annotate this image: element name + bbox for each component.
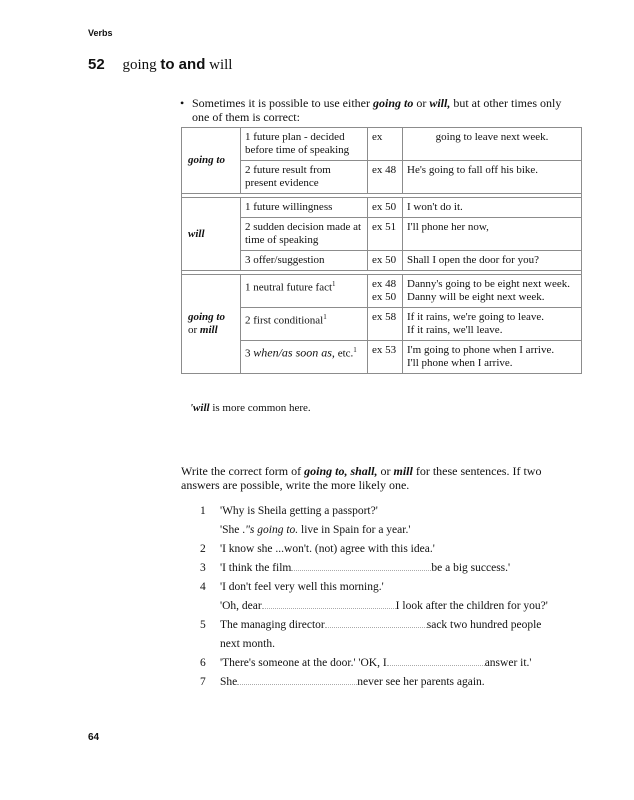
- exercise-items: [200, 502, 580, 692]
- use-cell: 3 when/as soon as, etc.$^1$: [241, 341, 368, 374]
- example-sentence: If it rains, we're going to leave. If it rains, we'll leave.: [403, 308, 582, 341]
- exercise-item: 7 She never see her parents again.: [200, 673, 580, 692]
- table-row: [182, 308, 582, 341]
- example-sentence: I'm going to phone when I arrive. I'll phone when I arrive.: [403, 341, 582, 374]
- answer-blank[interactable]: [325, 616, 427, 628]
- exercise-instructions: Write the correct form of going to, shall, or mill for these sentences. If two answers are possible, write the more likely one.: [181, 464, 542, 492]
- unit-title-pre: going: [122, 57, 157, 73]
- answer-text: "s going to.: [245, 524, 299, 536]
- use-cell: 1 neutral future fact$^1$: [241, 275, 368, 308]
- category-going-to: going to: [182, 128, 241, 194]
- answer-blank[interactable]: [262, 597, 396, 609]
- use-cell: 3 offer/suggestion: [241, 251, 368, 271]
- exercise-item: 'Oh, dear I look after the children for you?': [200, 597, 580, 616]
- exercise-item: 6 'There's someone at the door.' 'OK, I answer it.': [200, 654, 580, 673]
- use-cell: 1 future plan - decided before time of speaking: [241, 128, 368, 161]
- example-sentence: I'll phone her now,: [403, 218, 582, 251]
- use-cell: 2 first conditional$^1$: [241, 308, 368, 341]
- exercise-item: 2 'I know she ...won't. (not) agree with this idea.': [200, 543, 435, 555]
- answer-blank[interactable]: [291, 559, 431, 571]
- table-row: [182, 275, 582, 308]
- example-sentence: I won't do it.: [403, 198, 582, 218]
- table-row: [182, 161, 582, 194]
- exercise-item: next month.: [220, 638, 275, 650]
- use-cell: 2 future result from present evidence: [241, 161, 368, 194]
- exercise-ref: ex 50: [368, 198, 403, 218]
- grammar-table: [181, 127, 582, 374]
- exercise-ref: ex 53: [368, 341, 403, 374]
- table-row: [182, 198, 582, 218]
- exercise-item: 4 'I don't feel very well this morning.': [200, 581, 384, 593]
- answer-blank[interactable]: [237, 673, 357, 685]
- intro-paragraph: [180, 96, 580, 124]
- unit-title-bold: to and: [160, 56, 206, 73]
- exercise-ref: ex 48: [368, 161, 403, 194]
- answer-blank[interactable]: [387, 654, 485, 666]
- exercise-item: 5 The managing director sack two hundred people: [200, 616, 580, 635]
- footnote: 'will is more common here.: [190, 402, 311, 414]
- unit-number: 52: [88, 56, 105, 73]
- unit-heading: [88, 56, 232, 74]
- category-will: will: [182, 198, 241, 271]
- table-row: [182, 128, 582, 161]
- bullet-icon: •: [180, 96, 185, 110]
- example-sentence: He's going to fall off his bike.: [403, 161, 582, 194]
- example-sentence: Shall I open the door for you?: [403, 251, 582, 271]
- exercise-item: 'She ."s going to. live in Spain for a year.': [220, 524, 411, 536]
- example-sentence: Danny's going to be eight next week. Danny will be eight next week.: [403, 275, 582, 308]
- table-row: [182, 218, 582, 251]
- exercise-ref: ex: [368, 128, 403, 161]
- exercise-ref: ex 58: [368, 308, 403, 341]
- exercise-item: 1 'Why is Sheila getting a passport?': [200, 505, 378, 517]
- example-sentence: going to leave next week.: [403, 128, 582, 161]
- table-row: [182, 251, 582, 271]
- exercise-ref: ex 51: [368, 218, 403, 251]
- exercise-item: 3 'I think the film be a big success.': [200, 559, 580, 578]
- intro-text: Sometimes it is possible to use either going to or will, but at other times only one of them is correct:: [192, 96, 562, 124]
- use-cell: 2 sudden decision made at time of speaking: [241, 218, 368, 251]
- exercise-ref: ex 48 ex 50: [368, 275, 403, 308]
- unit-title-post: will: [209, 57, 233, 73]
- use-cell: 1 future willingness: [241, 198, 368, 218]
- exercise-ref: ex 50: [368, 251, 403, 271]
- table-row: [182, 341, 582, 374]
- page-number: 64: [88, 732, 100, 743]
- section-label: Verbs: [88, 28, 113, 38]
- category-going-to-or-will: going to or mill: [182, 275, 241, 374]
